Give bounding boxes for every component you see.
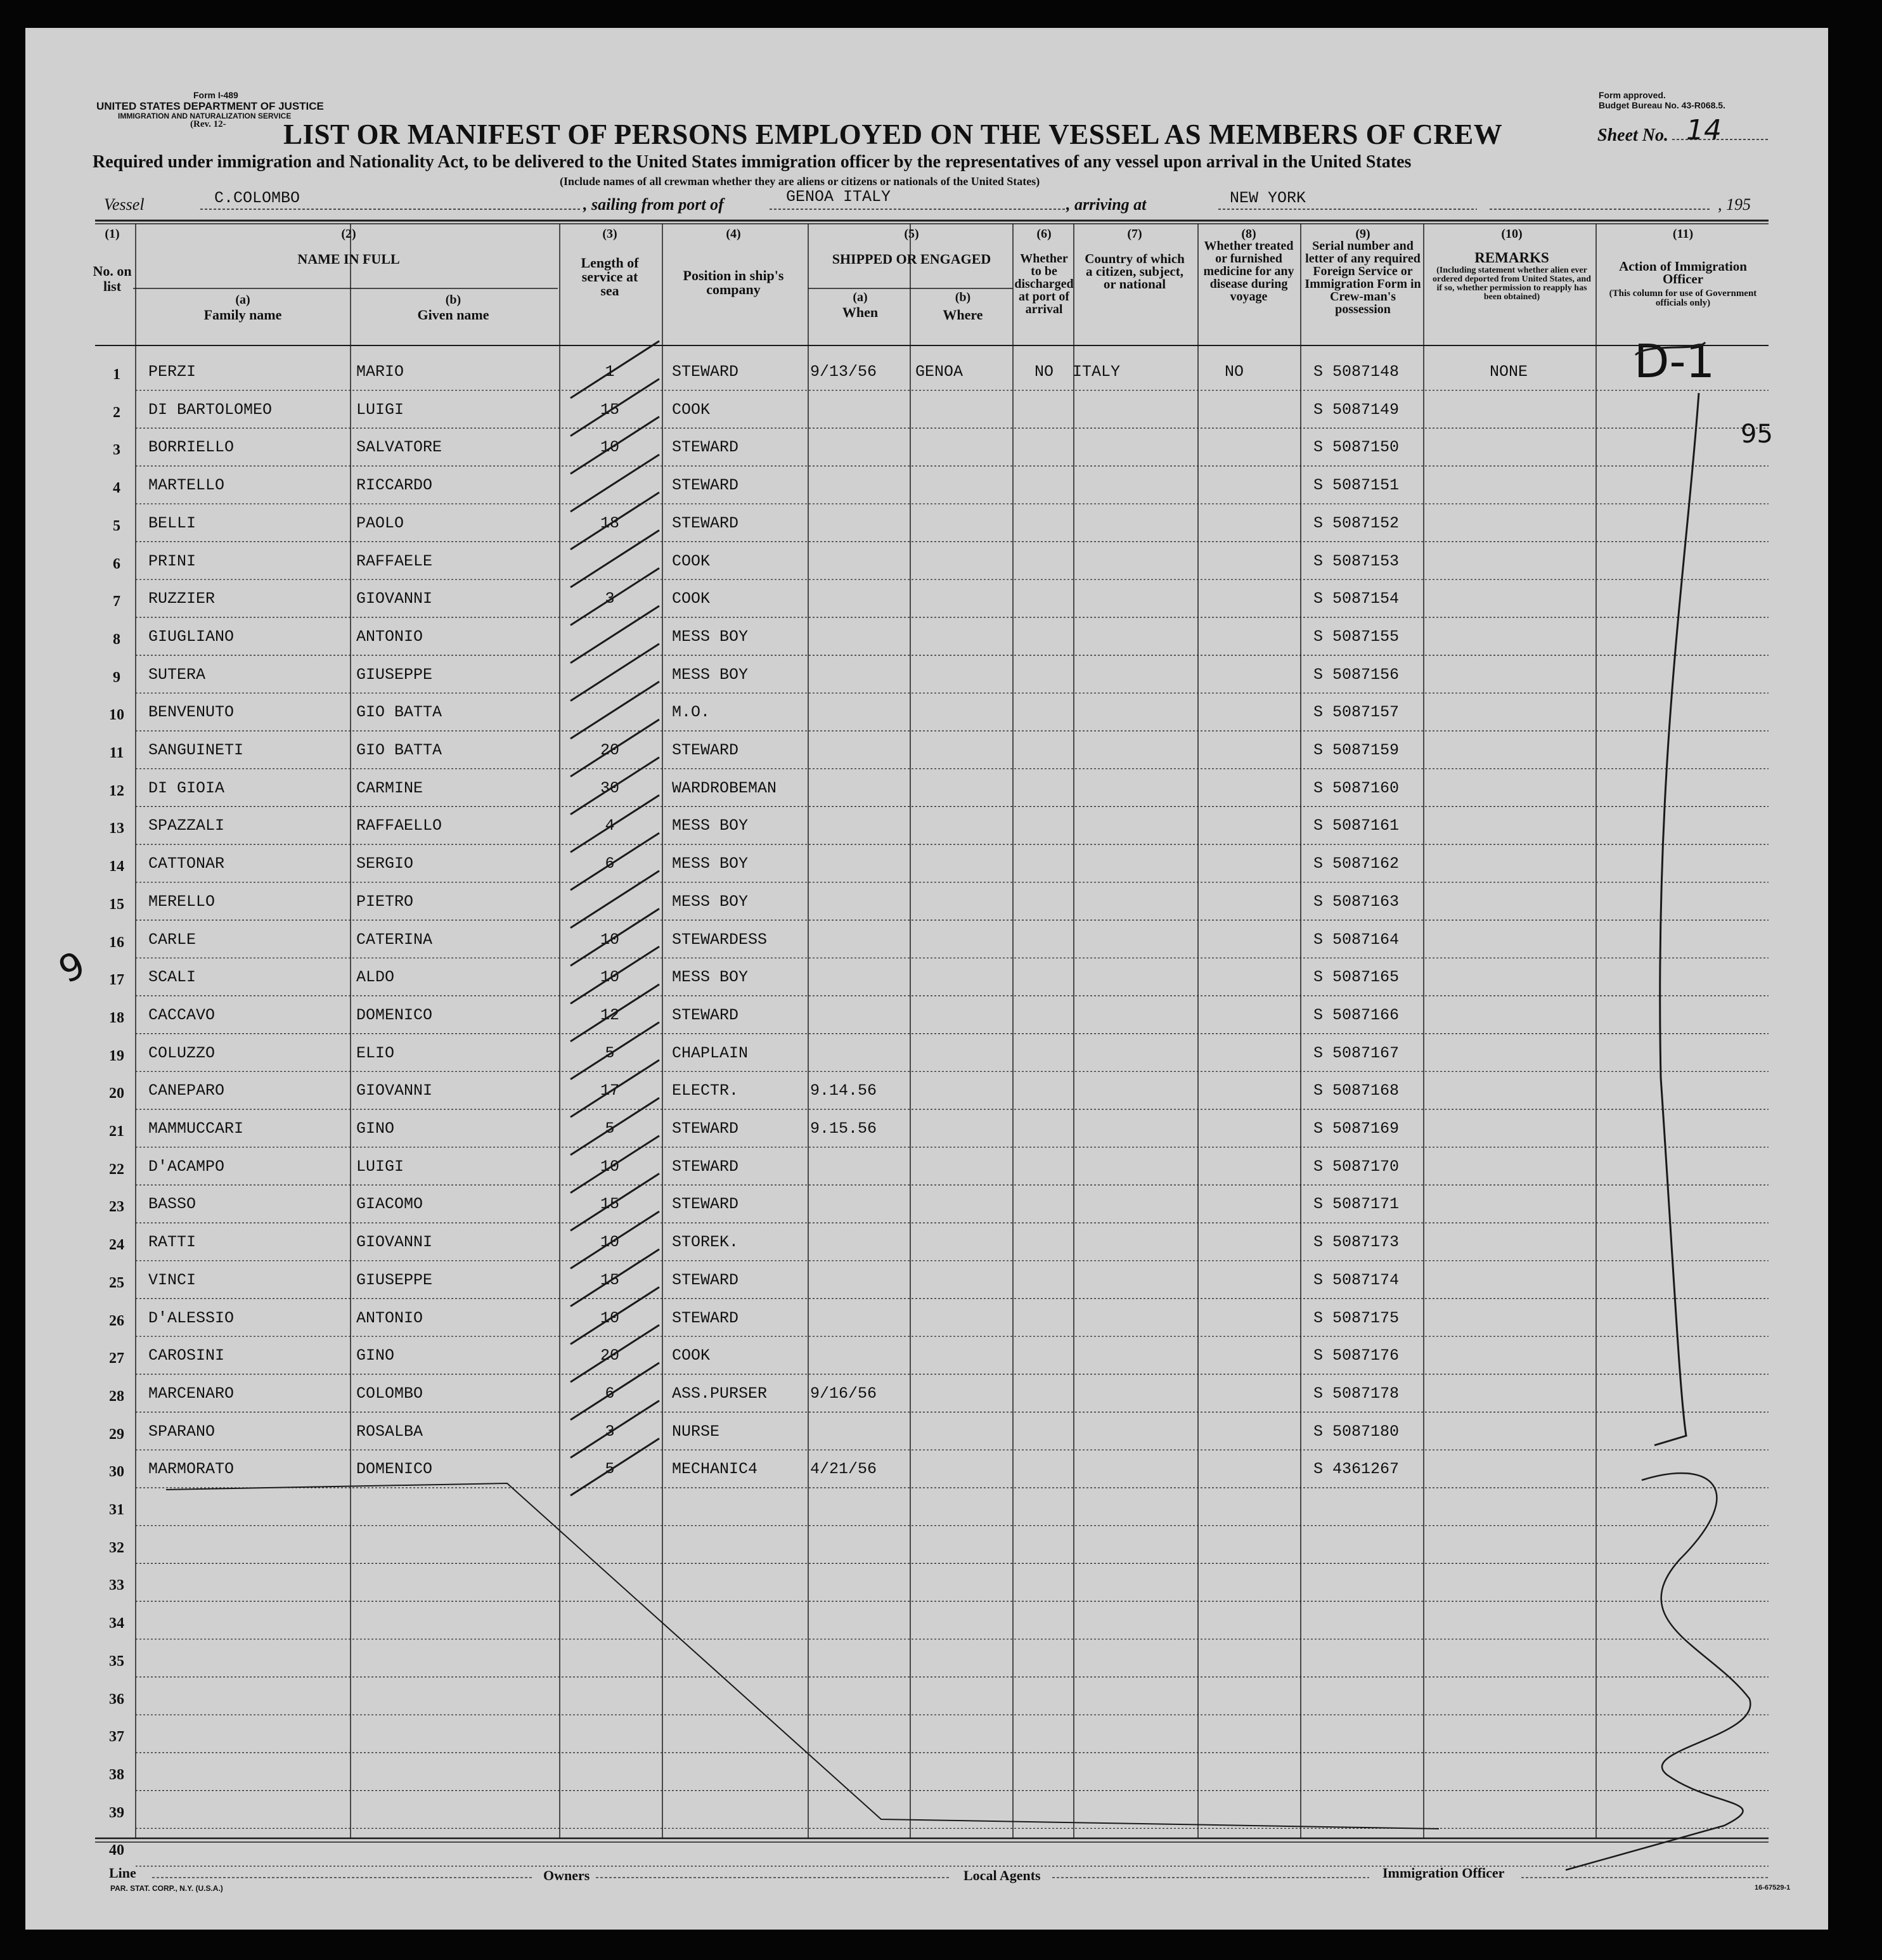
- check-mark: [570, 719, 659, 777]
- col8-header: Whether treated or furnished medicine for any disease during voyage: [1203, 239, 1294, 304]
- col5a-header: When: [842, 304, 879, 320]
- cell-position: MESS BOY: [672, 627, 749, 646]
- cell-position: WARDROBEMAN: [672, 778, 777, 797]
- row-number: 21: [109, 1123, 124, 1140]
- row-number: 9: [113, 669, 120, 686]
- check-mark: [570, 984, 659, 1041]
- row-number: 35: [109, 1653, 124, 1670]
- check-mark: [570, 1401, 659, 1458]
- row-number: 6: [113, 555, 120, 572]
- cell-serial: S 5087175: [1313, 1308, 1400, 1327]
- cell-serial: S 5087165: [1313, 968, 1400, 987]
- cell-position: STEWARD: [672, 363, 739, 381]
- count-mark: 95: [1741, 420, 1773, 449]
- cell-family: SPAZZALI: [148, 816, 225, 835]
- row-number: 28: [109, 1388, 124, 1405]
- cell-position: STEWARD: [672, 1308, 739, 1327]
- cell-family: CARLE: [148, 930, 197, 949]
- cell-serial: S 5087170: [1313, 1157, 1400, 1176]
- col8-number: (8): [1241, 227, 1256, 241]
- row-number: 7: [113, 593, 120, 610]
- cell-serial: S 4361267: [1313, 1460, 1400, 1479]
- action-mark: D-1: [1634, 335, 1715, 388]
- row-number: 11: [109, 745, 124, 761]
- cell-family: GIUGLIANO: [148, 627, 235, 646]
- cell-position: ELECTR.: [672, 1081, 739, 1100]
- port-of-sailing: GENOA ITALY: [786, 188, 891, 206]
- form-number: Form I-489: [193, 90, 238, 100]
- cell-family: CAROSINI: [148, 1346, 225, 1365]
- cell-family: SUTERA: [148, 665, 206, 684]
- cell-service: 5: [605, 1460, 615, 1479]
- cell-position: STEWARD: [672, 513, 739, 532]
- col2a-header: Family name: [203, 307, 282, 323]
- cell-given: GIOVANNI: [356, 1233, 433, 1252]
- cell-service: 15: [600, 1195, 620, 1214]
- cell-given: PAOLO: [356, 513, 404, 532]
- cell-family: RUZZIER: [148, 590, 216, 609]
- check-mark: [570, 1287, 659, 1344]
- cell-serial: S 5087153: [1313, 551, 1400, 571]
- col5-header: SHIPPED OR ENGAGED: [832, 251, 991, 267]
- cell-position: M.O.: [672, 703, 711, 722]
- footer-line-label: Line: [109, 1865, 136, 1881]
- cell-family: SPARANO: [148, 1422, 216, 1441]
- cell-service: 30: [600, 778, 620, 797]
- cell-service: 15: [600, 1270, 620, 1289]
- cell-position: COOK: [672, 1346, 711, 1365]
- check-mark: [570, 681, 659, 738]
- cell-family: VINCI: [148, 1270, 197, 1289]
- row-number: 27: [109, 1350, 124, 1367]
- form-title: LIST OR MANIFEST OF PERSONS EMPLOYED ON THE VESSEL AS MEMBERS OF CREW: [283, 119, 1503, 150]
- cell-given: PIETRO: [356, 892, 414, 911]
- cell-given: GIACOMO: [356, 1195, 423, 1214]
- cell-serial: S 5087173: [1313, 1233, 1400, 1252]
- cell-when: 9/16/56: [810, 1384, 877, 1403]
- cell-family: BASSO: [148, 1195, 197, 1214]
- year-label: , 195: [1718, 195, 1751, 214]
- col10-note: (Including statement whether alien ever ordered deported from United States, and if so, whether permission to reapply has been obtained): [1433, 266, 1591, 302]
- col2a-number: (a): [235, 293, 250, 307]
- row-number: 23: [109, 1199, 124, 1216]
- footer-officer-label: Immigration Officer: [1382, 1865, 1505, 1881]
- cell-serial: S 5087167: [1313, 1043, 1400, 1062]
- cell-family: MARMORATO: [148, 1460, 235, 1479]
- budget-bureau: Budget Bureau No. 43-R068.5.: [1599, 100, 1725, 110]
- cell-family: BELLI: [148, 513, 197, 532]
- cell-remarks: NONE: [1489, 363, 1528, 381]
- check-mark: [570, 379, 659, 436]
- cell-position: CHAPLAIN: [672, 1043, 749, 1062]
- cell-service: 10: [600, 1308, 620, 1327]
- printer-line: PAR. STAT. CORP., N.Y. (U.S.A.): [110, 1884, 223, 1893]
- cell-position: MESS BOY: [672, 816, 749, 835]
- vessel-label: Vessel: [104, 195, 145, 214]
- cell-family: D'ALESSIO: [148, 1308, 235, 1327]
- check-mark: [570, 1211, 659, 1268]
- cell-position: STEWARD: [672, 1119, 739, 1138]
- cell-position: STEWARD: [672, 438, 739, 457]
- col5b-header: Where: [943, 307, 983, 323]
- cell-given: DOMENICO: [356, 1460, 433, 1479]
- cell-family: SCALI: [148, 968, 197, 987]
- cell-family: MARTELLO: [148, 476, 225, 495]
- cell-given: COLOMBO: [356, 1384, 423, 1403]
- form-approved: Form approved.: [1599, 90, 1666, 100]
- cell-family: CATTONAR: [148, 854, 225, 874]
- cell-family: MAMMUCCARI: [148, 1119, 244, 1138]
- col11-header: Action of Immigration Officer: [1619, 259, 1747, 287]
- check-mark: [570, 758, 659, 815]
- row-number: 4: [113, 480, 120, 497]
- row-number: 22: [109, 1161, 124, 1178]
- cell-serial: S 5087161: [1313, 816, 1400, 835]
- col3-header: Length of service at sea: [581, 255, 639, 299]
- cell-service: 5: [605, 1119, 615, 1138]
- col2b-header: Given name: [417, 307, 489, 323]
- cell-family: MERELLO: [148, 892, 216, 911]
- row-number: 39: [109, 1804, 124, 1821]
- row-number: 25: [109, 1274, 124, 1291]
- sailing-label: , sailing from port of: [583, 195, 724, 214]
- col1-header: No. on list: [93, 263, 132, 294]
- arrival-port: NEW YORK: [1230, 189, 1306, 207]
- cell-when: 4/21/56: [810, 1460, 877, 1479]
- cell-given: DOMENICO: [356, 1005, 433, 1024]
- check-mark: [570, 1136, 659, 1193]
- row-number: 10: [109, 707, 124, 724]
- row-number: 19: [109, 1047, 124, 1064]
- void-line: [166, 1483, 1439, 1829]
- check-mark: [570, 1098, 659, 1155]
- check-mark: [570, 1363, 659, 1420]
- col9-number: (9): [1355, 227, 1370, 241]
- row-number: 12: [109, 782, 124, 799]
- cell-country: ITALY: [1073, 363, 1121, 381]
- form-note: (Include names of all crewman whether they are aliens or citizens or nationals of the United States): [560, 175, 1040, 188]
- col5b-number: (b): [955, 290, 971, 304]
- cell-service: 10: [600, 438, 620, 457]
- cell-serial: S 5087156: [1313, 665, 1400, 684]
- action-bracket: [1635, 342, 1705, 1445]
- cell-given: LUIGI: [356, 400, 404, 419]
- check-mark: [570, 493, 659, 550]
- cell-when: 9/13/56: [810, 363, 877, 381]
- cell-service: 6: [605, 1384, 615, 1403]
- cell-position: COOK: [672, 590, 711, 609]
- row-number: 36: [109, 1691, 124, 1708]
- cell-service: 10: [600, 930, 620, 949]
- cell-service: 18: [600, 513, 620, 532]
- col4-number: (4): [726, 227, 741, 241]
- col11-number: (11): [1672, 227, 1694, 241]
- check-mark: [570, 531, 659, 588]
- cell-given: GIOVANNI: [356, 1081, 433, 1100]
- cell-service: 12: [600, 1005, 620, 1024]
- row-number: 24: [109, 1237, 124, 1254]
- row-number: 8: [113, 631, 120, 648]
- cell-family: PERZI: [148, 363, 197, 381]
- row-number: 32: [109, 1539, 124, 1556]
- cell-service: 4: [605, 816, 615, 835]
- check-mark: [570, 1060, 659, 1117]
- check-mark: [570, 644, 659, 701]
- row-number: 1: [113, 366, 120, 383]
- cell-service: 6: [605, 854, 615, 874]
- department-name: UNITED STATES DEPARTMENT OF JUSTICE: [96, 100, 324, 112]
- row-number: 37: [109, 1729, 124, 1746]
- check-mark: [570, 946, 659, 1003]
- cell-serial: S 5087148: [1313, 363, 1400, 381]
- cell-position: STEWARD: [672, 1270, 739, 1289]
- cell-given: CARMINE: [356, 778, 423, 797]
- row-number: 29: [109, 1426, 124, 1443]
- footer-owners-label: Owners: [543, 1867, 590, 1883]
- cell-family: CANEPARO: [148, 1081, 225, 1100]
- cell-position: STEWARD: [672, 741, 739, 759]
- cell-service: 20: [600, 1346, 620, 1365]
- cell-given: LUIGI: [356, 1157, 404, 1176]
- margin-mark: 9: [52, 943, 92, 992]
- cell-service: 10: [600, 1157, 620, 1176]
- form-code: 16-67529-1: [1755, 1884, 1791, 1892]
- cell-serial: S 5087174: [1313, 1270, 1400, 1289]
- row-number: 3: [113, 442, 120, 459]
- cell-serial: S 5087149: [1313, 400, 1400, 419]
- cell-serial: S 5087160: [1313, 778, 1400, 797]
- cell-family: SANGUINETI: [148, 741, 244, 759]
- cell-given: SALVATORE: [356, 438, 442, 457]
- row-number: 2: [113, 404, 120, 421]
- cell-family: D'ACAMPO: [148, 1157, 225, 1176]
- col10-number: (10): [1501, 227, 1523, 241]
- cell-discharged: NO: [1034, 363, 1054, 381]
- row-number: 20: [109, 1085, 124, 1102]
- cell-serial: S 5087154: [1313, 590, 1400, 609]
- cell-serial: S 5087180: [1313, 1422, 1400, 1441]
- col5a-number: (a): [853, 290, 868, 304]
- check-mark: [570, 341, 659, 398]
- cell-when: 9.14.56: [810, 1081, 877, 1100]
- cell-serial: S 5087168: [1313, 1081, 1400, 1100]
- row-number: 40: [109, 1842, 124, 1859]
- cell-family: PRINI: [148, 551, 197, 571]
- check-mark: [570, 606, 659, 663]
- cell-where: GENOA: [915, 363, 964, 381]
- cell-serial: S 5087152: [1313, 513, 1400, 532]
- row-number: 33: [109, 1577, 124, 1594]
- cell-given: RICCARDO: [356, 476, 433, 495]
- cell-position: STEWARD: [672, 1005, 739, 1024]
- col2b-number: (b): [445, 293, 461, 307]
- cell-service: 3: [605, 1422, 615, 1441]
- cell-serial: S 5087164: [1313, 930, 1400, 949]
- check-mark: [570, 1438, 659, 1495]
- cell-service: 17: [600, 1081, 620, 1100]
- cell-serial: S 5087159: [1313, 741, 1400, 759]
- col9-header: Serial number and letter of any required Foreign Service or Immigration Form in Crew-man's possession: [1305, 239, 1421, 316]
- row-number: 26: [109, 1312, 124, 1329]
- row-number: 30: [109, 1464, 124, 1481]
- cell-position: MECHANIC4: [672, 1460, 758, 1479]
- cell-position: STOREK.: [672, 1233, 739, 1252]
- col6-number: (6): [1036, 227, 1052, 241]
- cell-given: GIO BATTA: [356, 703, 442, 722]
- cell-serial: S 5087166: [1313, 1005, 1400, 1024]
- cell-given: RAFFAELE: [356, 551, 433, 571]
- check-mark: [570, 455, 659, 512]
- cell-serial: S 5087169: [1313, 1119, 1400, 1138]
- col4-header: Position in ship's company: [683, 268, 784, 297]
- cell-service: 10: [600, 968, 620, 987]
- cell-family: MARCENARO: [148, 1384, 235, 1403]
- cell-position: COOK: [672, 400, 711, 419]
- cell-when: 9.15.56: [810, 1119, 877, 1138]
- cell-given: RAFFAELLO: [356, 816, 442, 835]
- cell-given: GIOVANNI: [356, 590, 433, 609]
- cell-given: ROSALBA: [356, 1422, 423, 1441]
- cell-given: CATERINA: [356, 930, 433, 949]
- row-number: 34: [109, 1615, 124, 1632]
- check-mark: [570, 1325, 659, 1382]
- cell-position: MESS BOY: [672, 892, 749, 911]
- cell-family: DI GIOIA: [148, 778, 225, 797]
- cell-family: DI BARTOLOMEO: [148, 400, 273, 419]
- row-number: 15: [109, 896, 124, 913]
- cell-serial: S 5087178: [1313, 1384, 1400, 1403]
- cell-position: COOK: [672, 551, 711, 571]
- col10-header: REMARKS: [1474, 250, 1549, 266]
- row-number: 17: [109, 972, 124, 989]
- cell-given: GINO: [356, 1119, 395, 1138]
- cell-family: BENVENUTO: [148, 703, 235, 722]
- cell-medicine: NO: [1224, 363, 1244, 381]
- cell-given: ALDO: [356, 968, 395, 987]
- sheet-label: Sheet No.: [1597, 126, 1668, 145]
- cell-service: 5: [605, 1043, 615, 1062]
- col6-header: Whether to be discharged at port of arrival: [1014, 252, 1074, 316]
- cell-given: GIUSEPPE: [356, 665, 433, 684]
- col7-number: (7): [1127, 227, 1142, 241]
- cell-position: ASS.PURSER: [672, 1384, 768, 1403]
- cell-serial: S 5087162: [1313, 854, 1400, 874]
- cell-given: SERGIO: [356, 854, 414, 874]
- cell-position: MESS BOY: [672, 854, 749, 874]
- cell-given: GIO BATTA: [356, 741, 442, 759]
- cell-family: COLUZZO: [148, 1043, 216, 1062]
- check-mark: [570, 1173, 659, 1230]
- cell-given: ANTONIO: [356, 627, 423, 646]
- check-mark: [570, 833, 659, 890]
- cell-position: STEWARD: [672, 1195, 739, 1214]
- col7-header: Country of which a citizen, subject, or national: [1085, 251, 1185, 292]
- row-number: 18: [109, 1009, 124, 1026]
- row-number: 16: [109, 934, 124, 951]
- cell-serial: S 5087151: [1313, 476, 1400, 495]
- cell-given: GIUSEPPE: [356, 1270, 433, 1289]
- col5-number: (5): [904, 227, 919, 241]
- row-number: 13: [109, 820, 124, 837]
- row-number: 14: [109, 858, 124, 875]
- revision-label: (Rev. 12-: [190, 119, 226, 129]
- cell-position: STEWARD: [672, 476, 739, 495]
- vessel-name: C.COLOMBO: [214, 189, 300, 207]
- cell-serial: S 5087171: [1313, 1195, 1400, 1214]
- check-mark: [570, 416, 659, 474]
- cell-position: STEWARDESS: [672, 930, 768, 949]
- sheet-number: 14: [1686, 114, 1722, 146]
- check-mark: [570, 1249, 659, 1306]
- cell-position: NURSE: [672, 1422, 720, 1441]
- cell-serial: S 5087150: [1313, 438, 1400, 457]
- arriving-label: , arriving at: [1066, 195, 1147, 214]
- col2-number: (2): [341, 227, 356, 241]
- check-mark: [570, 909, 659, 966]
- cell-serial: S 5087155: [1313, 627, 1400, 646]
- cell-family: BORRIELLO: [148, 438, 235, 457]
- check-mark: [570, 871, 659, 928]
- cell-serial: S 5087157: [1313, 703, 1400, 722]
- cell-position: MESS BOY: [672, 665, 749, 684]
- cell-service: 10: [600, 1233, 620, 1252]
- cell-service: 1: [605, 363, 615, 381]
- cell-family: CACCAVO: [148, 1005, 216, 1024]
- cell-given: ELIO: [356, 1043, 395, 1062]
- col1-number: (1): [105, 227, 120, 241]
- cell-position: STEWARD: [672, 1157, 739, 1176]
- footer-agents-label: Local Agents: [964, 1867, 1041, 1883]
- cell-family: RATTI: [148, 1233, 197, 1252]
- cell-given: MARIO: [356, 363, 404, 381]
- void-zigzag: [1566, 1473, 1750, 1870]
- row-number: 5: [113, 517, 120, 534]
- cell-position: MESS BOY: [672, 968, 749, 987]
- cell-service: 20: [600, 741, 620, 759]
- check-mark: [570, 795, 659, 852]
- cell-given: GINO: [356, 1346, 395, 1365]
- cell-service: 3: [605, 590, 615, 609]
- check-mark: [570, 568, 659, 625]
- row-number: 31: [109, 1502, 124, 1518]
- col2-header: NAME IN FULL: [297, 251, 400, 267]
- cell-serial: S 5087176: [1313, 1346, 1400, 1365]
- cell-service: 15: [600, 400, 620, 419]
- col3-number: (3): [602, 227, 617, 241]
- row-number: 38: [109, 1766, 124, 1783]
- service-name: IMMIGRATION AND NATURALIZATION SERVICE: [118, 112, 292, 120]
- col11-note: (This column for use of Government officials only): [1609, 288, 1757, 308]
- check-mark: [570, 1022, 659, 1080]
- cell-given: ANTONIO: [356, 1308, 423, 1327]
- cell-serial: S 5087163: [1313, 892, 1400, 911]
- form-subtitle: Required under immigration and Nationality Act, to be delivered to the United States immigration officer by the representatives of any vessel upon arrival in the United States: [93, 152, 1412, 172]
